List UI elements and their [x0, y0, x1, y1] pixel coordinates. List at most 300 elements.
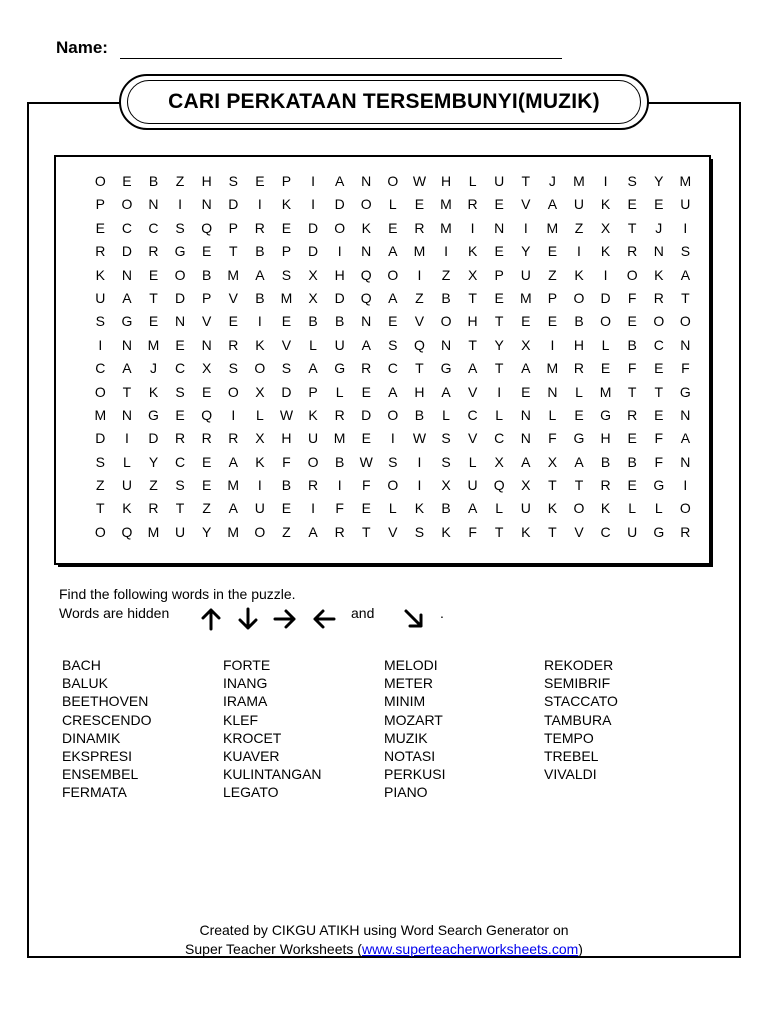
grid-letter: E	[202, 383, 212, 400]
footer-line-1: Created by CIKGU ATIKH using Word Search Generator on	[199, 922, 569, 938]
grid-letter: A	[228, 500, 238, 517]
word-list-item: IRAMA	[223, 693, 268, 710]
grid-letter: A	[521, 360, 531, 377]
grid-letter: I	[311, 500, 315, 517]
grid-letter: K	[414, 500, 425, 517]
grid-letter: U	[121, 477, 132, 494]
name-field	[56, 38, 108, 58]
grid-letter: L	[255, 406, 264, 423]
grid-letter: T	[228, 243, 238, 260]
grid-letter: I	[231, 406, 236, 423]
grid-letter: M	[440, 196, 452, 213]
grid-letter: K	[654, 266, 664, 283]
grid-letter: E	[228, 313, 238, 330]
grid-letter: N	[201, 336, 212, 353]
grid-letter: L	[388, 500, 397, 517]
word-list-item: MELODI	[384, 657, 438, 673]
grid-letter: A	[388, 383, 398, 400]
grid-letter: O	[254, 360, 266, 377]
grid-letter: A	[521, 453, 531, 470]
grid-letter: R	[201, 430, 212, 447]
grid-letter: I	[257, 196, 262, 213]
instruction-line-2: Words are hidden	[59, 605, 170, 621]
word-list-item: BALUK	[62, 675, 108, 692]
grid-letter: I	[417, 453, 422, 470]
grid-letter: R	[600, 477, 611, 494]
grid-letter: Q	[493, 477, 505, 494]
grid-letter: U	[573, 196, 585, 213]
grid-letter: E	[95, 219, 105, 236]
grid-letter: A	[547, 196, 558, 213]
grid-letter: M	[546, 219, 559, 236]
instruction-period: .	[440, 605, 444, 621]
grid-letter: M	[599, 383, 612, 400]
grid-letter: E	[547, 313, 558, 330]
grid-letter: U	[494, 173, 505, 189]
word-list-column-2	[223, 656, 322, 802]
grid-letter: Y	[521, 243, 531, 260]
word-list-item: EKSPRESI	[62, 748, 133, 765]
grid-letter: E	[148, 313, 159, 330]
grid-letter: Z	[149, 477, 158, 494]
grid-letter: L	[601, 336, 610, 353]
grid-letter: E	[627, 477, 637, 494]
word-list-item: DINAMIK	[62, 729, 121, 746]
grid-letter: B	[414, 406, 425, 423]
grid-letter: M	[94, 406, 107, 423]
grid-letter: C	[175, 453, 186, 470]
grid-letter: M	[546, 360, 559, 377]
footer-credit	[0, 921, 768, 959]
grid-letter: T	[627, 219, 637, 236]
grid-letter: I	[603, 173, 608, 189]
letter-grid	[87, 170, 699, 544]
grid-letter: M	[413, 243, 426, 260]
grid-letter: V	[414, 313, 425, 330]
grid-letter: L	[122, 453, 131, 470]
grid-letter: K	[281, 196, 292, 213]
grid-letter: V	[388, 523, 398, 540]
grid-letter: D	[361, 406, 372, 423]
footer-link[interactable]: www.superteacherworksheets.com	[361, 941, 579, 957]
grid-letter: G	[653, 477, 665, 494]
grid-letter: N	[494, 219, 505, 236]
grid-letter: N	[201, 196, 212, 213]
grid-letter: P	[95, 196, 105, 213]
grid-letter: R	[307, 477, 319, 494]
grid-letter: X	[255, 430, 265, 447]
word-list-item: FERMATA	[62, 784, 127, 801]
grid-letter: A	[388, 243, 398, 260]
grid-letter: H	[600, 430, 611, 447]
title-banner	[119, 74, 649, 130]
grid-letter: Y	[202, 523, 212, 540]
word-list-item: KROCET	[223, 729, 282, 746]
grid-letter: M	[227, 523, 240, 540]
grid-letter: D	[281, 383, 292, 400]
grid-letter: R	[148, 500, 159, 517]
arrow-down-right-icon	[402, 607, 426, 631]
grid-letter: W	[412, 430, 427, 447]
grid-letter: N	[547, 383, 558, 400]
grid-letter: H	[414, 383, 425, 400]
grid-letter: O	[679, 500, 691, 517]
frame-top-right-edge	[645, 102, 741, 104]
grid-letter: L	[442, 406, 450, 423]
grid-letter: R	[627, 406, 638, 423]
grid-letter: T	[574, 477, 584, 494]
grid-letter: C	[467, 406, 478, 423]
grid-letter: B	[627, 336, 637, 353]
grid-letter: B	[255, 243, 265, 260]
grid-letter: E	[388, 313, 398, 330]
grid-letter: B	[281, 477, 292, 494]
grid-letter: S	[175, 219, 185, 236]
grid-letter: B	[627, 453, 637, 470]
grid-letter: J	[655, 219, 663, 236]
grid-letter: E	[202, 243, 212, 260]
grid-letter: S	[175, 383, 185, 400]
instruction-line-1: Find the following words in the puzzle.	[59, 586, 296, 602]
grid-letter: S	[680, 243, 691, 260]
grid-letter: C	[653, 336, 664, 353]
grid-letter: E	[202, 477, 212, 494]
grid-letter: D	[228, 196, 239, 213]
word-list-item: PERKUSI	[384, 766, 446, 783]
grid-letter: M	[573, 173, 585, 189]
grid-letter: K	[574, 266, 584, 283]
grid-letter: Y	[654, 173, 664, 189]
grid-letter: I	[257, 313, 262, 330]
grid-letter: H	[440, 173, 452, 189]
grid-letter: C	[387, 360, 398, 377]
grid-letter: E	[574, 406, 584, 423]
grid-letter: N	[361, 243, 372, 260]
grid-letter: N	[121, 266, 132, 283]
grid-letter: O	[227, 383, 239, 400]
grid-letter: K	[122, 500, 132, 517]
grid-letter: O	[254, 523, 266, 540]
grid-letter: I	[470, 219, 475, 236]
grid-letter: B	[308, 313, 318, 330]
grid-letter: F	[627, 289, 637, 306]
grid-letter: E	[281, 313, 292, 330]
grid-letter: V	[467, 383, 478, 400]
grid-letter: B	[334, 453, 345, 470]
grid-letter: C	[121, 219, 132, 236]
grid-letter: F	[654, 453, 664, 470]
grid-letter: K	[441, 523, 451, 540]
grid-letter: E	[388, 219, 398, 236]
grid-letter: N	[148, 196, 159, 213]
grid-letter: O	[440, 313, 452, 330]
grid-letter: X	[441, 477, 451, 494]
grid-letter: U	[254, 500, 265, 517]
grid-letter: F	[654, 430, 664, 447]
grid-letter: Q	[121, 523, 133, 540]
grid-letter: O	[573, 500, 585, 517]
grid-letter: J	[149, 360, 157, 377]
grid-letter: T	[521, 173, 531, 189]
grid-letter: F	[468, 523, 477, 540]
grid-letter: O	[307, 453, 319, 470]
grid-letter: U	[627, 523, 638, 540]
grid-letter: P	[202, 289, 212, 306]
grid-letter: N	[653, 243, 664, 260]
grid-letter: L	[548, 406, 557, 423]
grid-letter: O	[94, 383, 106, 400]
grid-letter: R	[334, 406, 345, 423]
word-list-item: NOTASI	[384, 748, 436, 765]
grid-letter: K	[600, 196, 611, 213]
grid-letter: I	[311, 196, 315, 213]
grid-letter: Z	[282, 523, 291, 540]
word-list-item: FORTE	[223, 657, 271, 673]
grid-letter: C	[95, 360, 106, 377]
grid-letter: T	[175, 500, 185, 517]
word-list-item: SEMIBRIF	[544, 675, 611, 692]
grid-letter: O	[94, 523, 106, 540]
grid-letter: T	[415, 360, 424, 377]
grid-letter: I	[523, 219, 528, 236]
grid-letter: R	[254, 219, 265, 236]
grid-letter: I	[683, 219, 688, 236]
grid-letter: T	[149, 289, 158, 306]
word-list-item: REKODER	[544, 657, 614, 673]
grid-letter: Q	[360, 266, 372, 283]
grid-letter: H	[201, 173, 212, 189]
grid-letter: Q	[201, 406, 213, 423]
grid-letter: N	[520, 430, 531, 447]
grid-letter: P	[281, 173, 292, 189]
grid-letter: E	[281, 500, 292, 517]
grid-letter: T	[468, 336, 477, 353]
grid-letter: T	[122, 383, 132, 400]
word-list-item: KLEF	[223, 711, 259, 728]
arrow-down-icon	[236, 607, 260, 631]
grid-letter: X	[308, 266, 318, 283]
grid-letter: N	[680, 453, 691, 470]
grid-letter: Z	[96, 477, 105, 494]
grid-letter: P	[494, 266, 504, 283]
grid-letter: W	[359, 453, 373, 470]
grid-letter: B	[334, 313, 345, 330]
grid-letter: O	[653, 313, 665, 330]
grid-letter: O	[334, 219, 346, 236]
word-list-item: INANG	[223, 675, 268, 692]
grid-letter: T	[468, 289, 477, 306]
grid-letter: Z	[574, 219, 584, 236]
grid-letter: B	[441, 289, 451, 306]
word-list-item: MUZIK	[384, 729, 428, 746]
grid-letter: O	[387, 477, 399, 494]
grid-letter: M	[280, 289, 293, 306]
grid-letter: E	[175, 406, 185, 423]
grid-letter: R	[627, 243, 638, 260]
grid-letter: S	[95, 453, 105, 470]
grid-letter: V	[228, 289, 238, 306]
word-list-item: BACH	[62, 657, 101, 673]
grid-letter: A	[122, 360, 132, 377]
grid-letter: U	[95, 289, 106, 306]
grid-letter: A	[680, 430, 691, 447]
grid-letter: H	[281, 430, 292, 447]
grid-letter: E	[627, 430, 637, 447]
grid-letter: O	[387, 173, 399, 189]
grid-letter: K	[95, 266, 105, 283]
grid-letter: T	[548, 477, 557, 494]
grid-letter: O	[387, 266, 399, 283]
grid-letter: L	[468, 453, 477, 470]
grid-letter: M	[227, 266, 240, 283]
grid-letter: G	[174, 243, 186, 260]
word-list-item: ENSEMBEL	[62, 766, 139, 783]
grid-letter: S	[228, 173, 238, 189]
grid-letter: I	[577, 243, 581, 260]
grid-letter: V	[574, 523, 584, 540]
grid-letter: A	[467, 500, 478, 517]
grid-letter: X	[521, 477, 531, 494]
grid-letter: K	[521, 523, 531, 540]
page-title: CARI PERKATAAN TERSEMBUNYI(MUZIK)	[168, 90, 600, 113]
grid-letter: P	[547, 289, 558, 306]
grid-letter: A	[680, 266, 691, 283]
grid-letter: O	[600, 313, 612, 330]
arrow-right-icon	[273, 607, 297, 631]
grid-letter: R	[361, 360, 372, 377]
grid-letter: D	[121, 243, 132, 260]
grid-letter: O	[360, 196, 372, 213]
grid-letter: Z	[548, 266, 557, 283]
grid-letter: T	[627, 383, 637, 400]
grid-letter: S	[388, 453, 398, 470]
grid-letter: D	[148, 430, 159, 447]
grid-letter: C	[148, 219, 159, 236]
grid-letter: X	[521, 336, 531, 353]
grid-letter: E	[654, 196, 664, 213]
word-list-item: LEGATO	[223, 784, 279, 801]
grid-letter: O	[387, 406, 399, 423]
grid-letter: Y	[148, 453, 159, 470]
word-list-item: PIANO	[384, 784, 428, 801]
grid-letter: T	[681, 289, 690, 306]
grid-letter: C	[494, 430, 505, 447]
grid-letter: O	[121, 196, 133, 213]
grid-letter: K	[361, 219, 371, 236]
grid-letter: O	[174, 266, 186, 283]
grid-letter: N	[440, 336, 452, 353]
grid-letter: V	[281, 336, 292, 353]
grid-letter: T	[361, 523, 371, 540]
grid-letter: D	[334, 289, 345, 306]
instruction-and: and	[351, 605, 375, 621]
grid-letter: D	[600, 289, 611, 306]
grid-letter: T	[96, 500, 105, 517]
grid-letter: Q	[201, 219, 213, 236]
grid-letter: E	[494, 196, 504, 213]
grid-letter: Z	[175, 173, 185, 189]
grid-letter: D	[175, 289, 186, 306]
word-list-column-1	[62, 656, 151, 802]
grid-letter: W	[279, 406, 294, 423]
grid-letter: M	[440, 219, 452, 236]
arrow-left-icon	[312, 607, 336, 631]
grid-letter: F	[335, 500, 344, 517]
footer-line-2	[0, 940, 768, 959]
grid-letter: I	[257, 477, 262, 494]
grid-letter: H	[467, 313, 478, 330]
footer-suffix: )	[578, 941, 583, 957]
grid-letter: X	[255, 383, 265, 400]
word-list-item: STACCATO	[544, 693, 618, 710]
grid-letter: O	[573, 289, 585, 306]
grid-letter: S	[627, 173, 637, 189]
grid-letter: L	[309, 336, 317, 353]
grid-letter: O	[679, 313, 691, 330]
grid-letter: M	[147, 336, 160, 353]
grid-letter: E	[281, 219, 292, 236]
grid-letter: U	[175, 523, 186, 540]
grid-letter: A	[574, 453, 584, 470]
grid-letter: V	[202, 313, 212, 330]
grid-letter: E	[547, 243, 558, 260]
grid-letter: I	[444, 243, 448, 260]
grid-letter: I	[603, 266, 608, 283]
grid-letter: I	[550, 336, 555, 353]
grid-letter: E	[494, 243, 504, 260]
grid-letter: X	[494, 453, 504, 470]
grid-letter: S	[388, 336, 398, 353]
word-list-item: KULINTANGAN	[223, 766, 322, 783]
grid-letter: O	[94, 173, 106, 189]
grid-letter: K	[308, 406, 318, 423]
grid-letter: E	[202, 453, 212, 470]
grid-letter: X	[547, 453, 558, 470]
grid-letter: W	[412, 173, 427, 189]
grid-letter: E	[521, 313, 531, 330]
grid-letter: R	[175, 430, 186, 447]
grid-letter: R	[228, 430, 239, 447]
grid-letter: A	[122, 289, 132, 306]
grid-letter: A	[308, 523, 318, 540]
grid-letter: N	[520, 406, 531, 423]
word-list-item: VIVALDI	[544, 766, 597, 783]
grid-letter: A	[441, 383, 451, 400]
grid-letter: K	[600, 243, 611, 260]
grid-letter: L	[388, 196, 397, 213]
grid-letter: N	[361, 313, 372, 330]
grid-letter: H	[573, 336, 585, 353]
grid-letter: G	[653, 523, 665, 540]
grid-letter: E	[654, 360, 664, 377]
grid-letter: E	[627, 313, 637, 330]
grid-letter: B	[600, 453, 611, 470]
grid-letter: B	[574, 313, 584, 330]
grid-letter: G	[679, 383, 691, 400]
grid-letter: G	[573, 430, 585, 447]
grid-letter: R	[414, 219, 425, 236]
grid-letter: J	[548, 173, 556, 189]
grid-letter: R	[573, 360, 585, 377]
grid-letter: M	[333, 430, 346, 447]
grid-letter: K	[148, 383, 159, 400]
word-list-item: CRESCENDO	[62, 711, 152, 728]
word-list-item: MOZART	[384, 711, 443, 728]
grid-letter: I	[178, 196, 183, 213]
arrow-up-icon	[199, 607, 223, 631]
grid-letter: R	[95, 243, 106, 260]
grid-letter: D	[307, 243, 319, 260]
